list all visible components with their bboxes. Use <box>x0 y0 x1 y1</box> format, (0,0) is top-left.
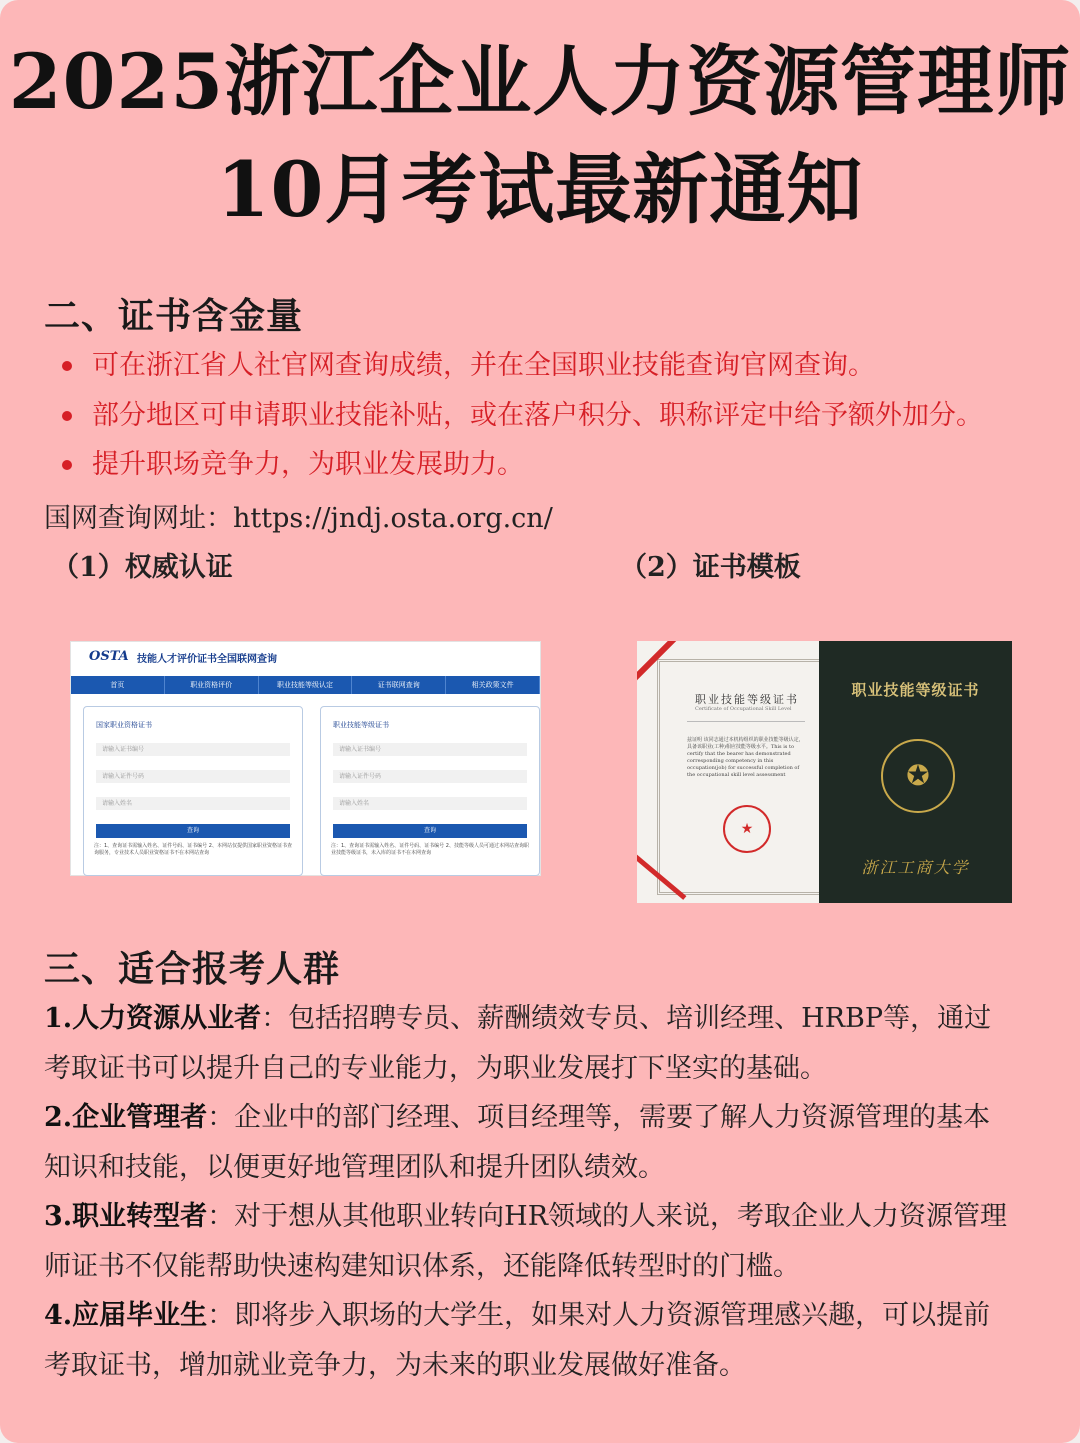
panel-note: 注：1、查询证书需输入姓名、证件号码、证书编号 2、本网站仅提供国家职业资格证书查询服务，专业技术人员职业资格证书不在本网站查询 <box>94 843 292 856</box>
benefit-item: 部分地区可申请职业技能补贴，或在落户积分、职称评定中给予额外加分。 <box>60 396 983 446</box>
audience-item-1-line1 <box>44 994 991 1044</box>
audience-item-2-line1 <box>44 1093 990 1143</box>
audience-item-4-line2: 考取证书，增加就业竞争力，为未来的职业发展做好准备。 <box>44 1350 746 1381</box>
panel-input: 请输入姓名 <box>333 797 527 810</box>
osta-site-title: 技能人才评价证书全国联网查询 <box>137 654 277 665</box>
audience-label: 4.应届毕业生 <box>44 1300 208 1331</box>
panel-input: 请输入证书编号 <box>333 743 527 756</box>
audience-item-4-line1 <box>44 1291 990 1341</box>
query-url-text: 国网查询网址：https://jndj.osta.org.cn/ <box>44 503 553 534</box>
osta-nav-item: 首页 <box>71 676 165 694</box>
osta-nav-item: 相关政策文件 <box>446 676 540 694</box>
audience-text: ：对于想从其他职业转向HR领域的人来说，考取企业人力资源管理 <box>207 1201 1008 1232</box>
panel-query-button: 查询 <box>333 824 527 838</box>
osta-nav-item: 职业技能等级认定 <box>259 676 353 694</box>
osta-nav-bar <box>71 676 540 694</box>
panel-input: 请输入姓名 <box>96 797 290 810</box>
benefit-item: 可在浙江省人社官网查询成绩，并在全国职业技能查询官网查询。 <box>60 346 983 396</box>
benefit-item: 提升职场竞争力，为职业发展助力。 <box>60 445 983 495</box>
panel-input: 请输入证件号码 <box>96 770 290 783</box>
section2-heading: 二、证书含金量 <box>44 295 304 337</box>
divider <box>687 721 805 722</box>
panel-input: 请输入证书编号 <box>96 743 290 756</box>
main-title-line1: 2025浙江企业人力资源管理师 <box>8 37 1072 126</box>
certificate-photo <box>637 641 1012 903</box>
red-seal-icon: ★ <box>723 805 771 853</box>
main-title-line2: 10月考试最新通知 <box>216 145 864 234</box>
university-name: 浙江工商大学 <box>861 858 970 877</box>
panel-heading: 国家职业资格证书 <box>96 721 152 729</box>
audience-label: 3.职业转型者 <box>44 1201 208 1232</box>
osta-nav-item: 职业资格评价 <box>165 676 259 694</box>
caption-authority: （1）权威认证 <box>52 552 233 583</box>
audience-text: ：即将步入职场的大学生，如果对人力资源管理感兴趣，可以提前 <box>207 1300 991 1331</box>
certificate-inner-title: 职业技能等级证书 <box>695 693 799 706</box>
certificate-inner-page <box>637 641 819 903</box>
certificate-cover <box>819 641 1012 903</box>
certificate-inner-subtitle: Certificate of Occupational Skill Level <box>695 706 792 712</box>
audience-item-2-line2: 知识和技能，以便更好地管理团队和提升团队绩效。 <box>44 1152 665 1183</box>
caption-template: （2）证书模板 <box>620 552 801 583</box>
section3-heading: 三、适合报考人群 <box>44 948 341 990</box>
osta-nav-item: 证书联网查询 <box>352 676 446 694</box>
certificate-cover-title: 职业技能等级证书 <box>851 681 980 699</box>
osta-logo: OSTA <box>89 649 129 664</box>
osta-query-screenshot <box>70 641 541 876</box>
certificate-inner-text: 兹证明 该同志通过本机构组织的职业技能等级认定，具备该职业(工种)相应技能等级水平。This is to certify that the bearer has demonstrated corresponding competency in this occupation(job) for successful completion of the occupational skill level assessment <box>687 737 804 778</box>
audience-text: ：企业中的部门经理、项目经理等，需要了解人力资源管理的基本 <box>207 1102 991 1133</box>
university-emblem-icon: ✪ <box>881 739 955 813</box>
panel-heading: 职业技能等级证书 <box>333 721 389 729</box>
osta-panel-national <box>83 706 303 876</box>
audience-label: 2.企业管理者 <box>44 1102 208 1133</box>
panel-input: 请输入证件号码 <box>333 770 527 783</box>
benefit-list <box>60 346 983 495</box>
audience-item-3-line2: 师证书不仅能帮助快速构建知识体系，还能降低转型时的门槛。 <box>44 1251 800 1282</box>
osta-panel-skill <box>320 706 540 876</box>
panel-query-button: 查询 <box>96 824 290 838</box>
audience-label: 1.人力资源从业者 <box>44 1003 262 1034</box>
panel-note: 注：1、查询证书需输入姓名、证件号码、证书编号 2、技能等级人员可通过本网站查询职业技能等级证书，未入库的证书不在本网查询 <box>331 843 529 856</box>
audience-item-1-line2: 考取证书可以提升自己的专业能力，为职业发展打下坚实的基础。 <box>44 1053 827 1084</box>
audience-text: ：包括招聘专员、薪酬绩效专员、培训经理、HRBP等，通过 <box>261 1003 992 1034</box>
audience-item-3-line1 <box>44 1192 1007 1242</box>
